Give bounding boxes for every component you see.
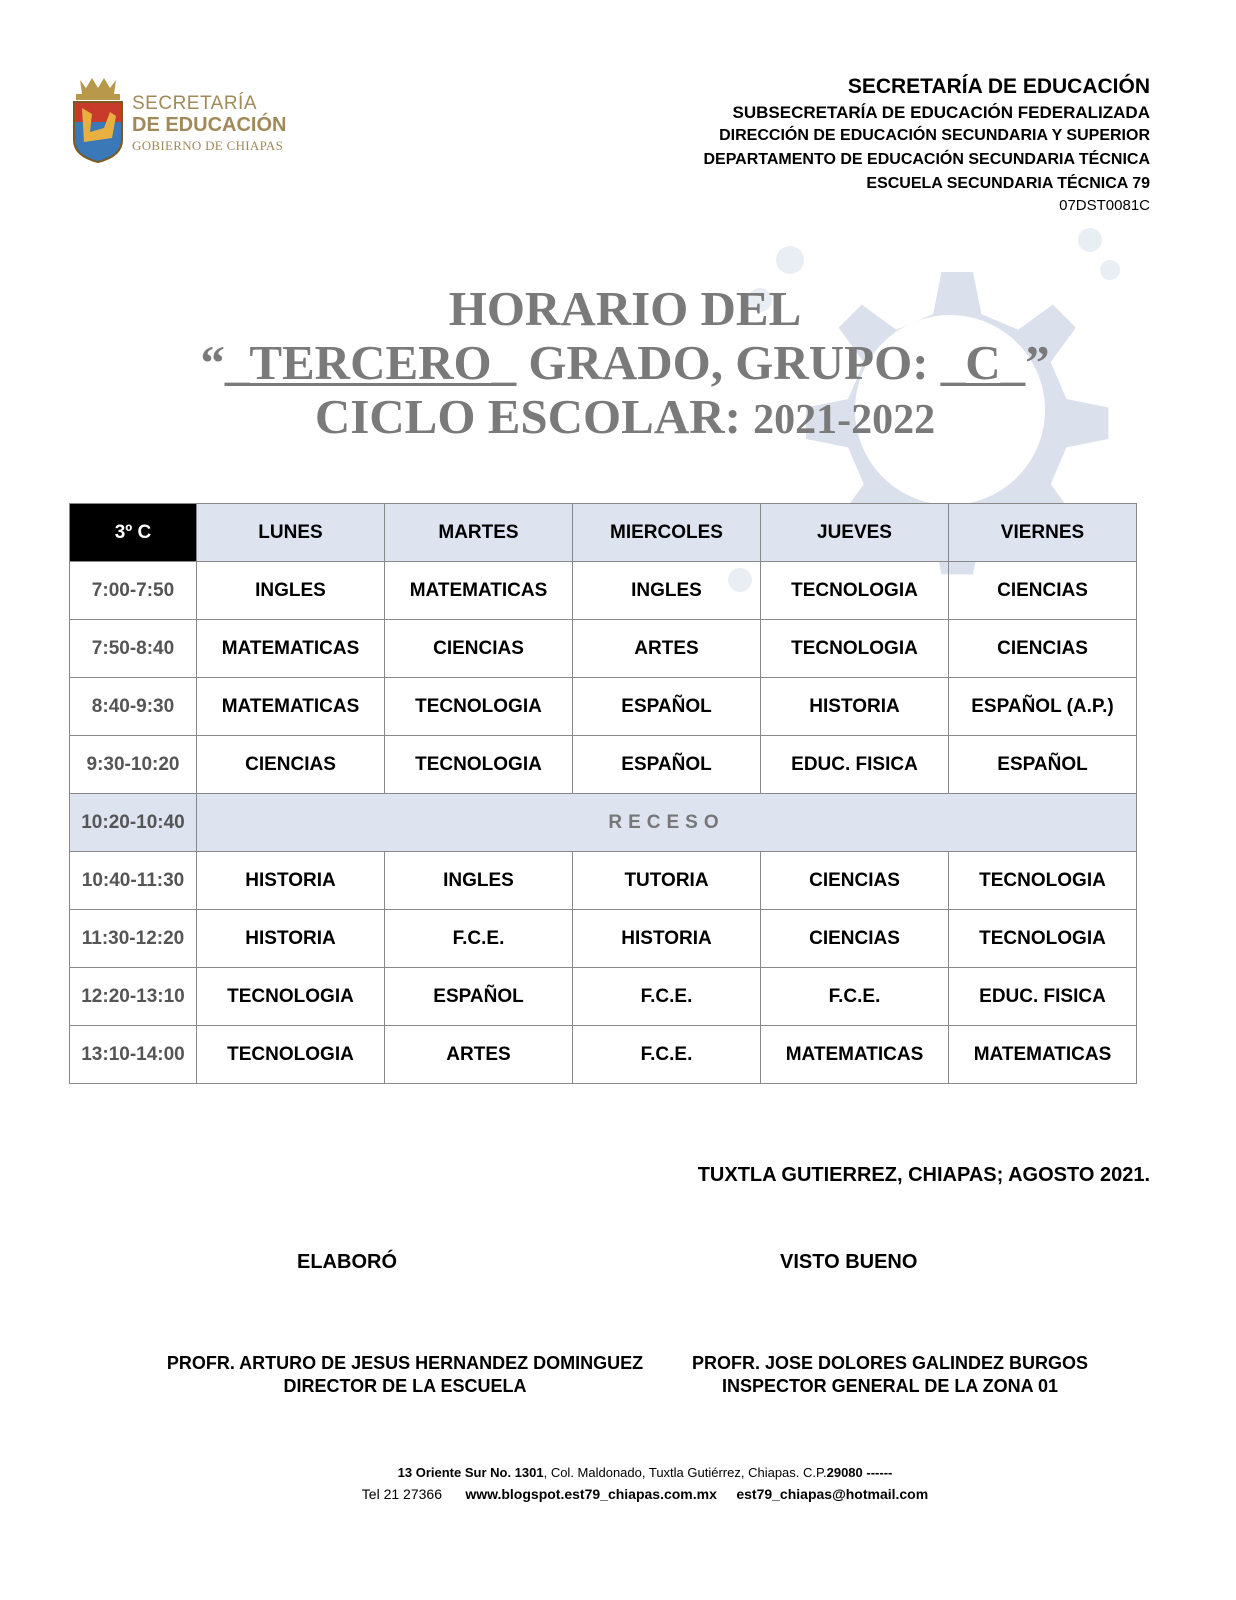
subject-cell: INGLES bbox=[197, 562, 385, 620]
signature-left bbox=[100, 1352, 710, 1397]
time-cell: 10:40-11:30 bbox=[70, 852, 197, 910]
time-cell: 9:30-10:20 bbox=[70, 736, 197, 794]
visto-bueno-heading: VISTO BUENO bbox=[780, 1251, 918, 1273]
subject-cell: TECNOLOGIA bbox=[385, 736, 573, 794]
subject-cell: ARTES bbox=[573, 620, 761, 678]
table-row bbox=[70, 1026, 1137, 1084]
footer-web[interactable]: www.blogspot.est79_chiapas.com.mx bbox=[465, 1486, 717, 1502]
footer-colony: , Col. Maldonado, Tuxtla Gutiérrez, Chiapas. C.P. bbox=[543, 1465, 827, 1480]
subject-cell: CIENCIAS bbox=[949, 562, 1137, 620]
subject-cell: TUTORIA bbox=[573, 852, 761, 910]
header-line2: SUBSECRETARÍA DE EDUCACIÓN FEDERALIZADA bbox=[732, 103, 1150, 122]
subject-cell: ESPAÑOL bbox=[949, 736, 1137, 794]
logo-line3: GOBIERNO DE CHIAPAS bbox=[132, 138, 284, 153]
table-row bbox=[70, 852, 1137, 910]
header-line5: ESCUELA SECUNDARIA TÉCNICA 79 bbox=[866, 175, 1150, 192]
subject-cell: CIENCIAS bbox=[197, 736, 385, 794]
subject-cell: CIENCIAS bbox=[385, 620, 573, 678]
day-header: LUNES bbox=[197, 504, 385, 562]
table-row bbox=[70, 620, 1137, 678]
signer-role: INSPECTOR GENERAL DE LA ZONA 01 bbox=[721, 1375, 1059, 1396]
signer-name: PROFR. ARTURO DE JESUS HERNANDEZ DOMINGUEZ bbox=[166, 1353, 644, 1373]
subject-cell: F.C.E. bbox=[573, 1026, 761, 1084]
subject-cell: CIENCIAS bbox=[949, 620, 1137, 678]
schedule-table bbox=[69, 503, 1137, 1084]
footer-tel: Tel 21 27366 bbox=[361, 1486, 442, 1502]
subject-cell: HISTORIA bbox=[573, 910, 761, 968]
header-line3: DIRECCIÓN DE EDUCACIÓN SECUNDARIA Y SUPERIOR bbox=[719, 127, 1150, 144]
subject-cell: INGLES bbox=[385, 852, 573, 910]
header-line4: DEPARTAMENTO DE EDUCACIÓN SECUNDARIA TÉCNICA bbox=[703, 151, 1150, 168]
table-row bbox=[70, 968, 1137, 1026]
subject-cell: CIENCIAS bbox=[761, 910, 949, 968]
school-code: 07DST0081C bbox=[1059, 197, 1150, 214]
subject-cell: ESPAÑOL bbox=[385, 968, 573, 1026]
time-cell: 7:50-8:40 bbox=[70, 620, 197, 678]
subject-cell: TECNOLOGIA bbox=[197, 1026, 385, 1084]
day-header: VIERNES bbox=[949, 504, 1137, 562]
subject-cell: ESPAÑOL bbox=[573, 678, 761, 736]
signer-role: DIRECTOR DE LA ESCUELA bbox=[283, 1375, 527, 1396]
logo-line2: DE EDUCACIÓN bbox=[132, 114, 287, 136]
subject-cell: EDUC. FISICA bbox=[761, 736, 949, 794]
time-cell: 13:10-14:00 bbox=[70, 1026, 197, 1084]
time-cell: 10:20-10:40 bbox=[70, 794, 197, 852]
time-cell: 8:40-9:30 bbox=[70, 678, 197, 736]
subject-cell: TECNOLOGIA bbox=[385, 678, 573, 736]
open-quote: “ bbox=[200, 335, 225, 390]
table-row bbox=[70, 910, 1137, 968]
footer-email[interactable]: est79_chiapas@hotmail.com bbox=[736, 1486, 929, 1502]
subject-cell: HISTORIA bbox=[197, 910, 385, 968]
subject-cell: CIENCIAS bbox=[761, 852, 949, 910]
time-cell: 7:00-7:50 bbox=[70, 562, 197, 620]
subject-cell: ARTES bbox=[385, 1026, 573, 1084]
table-row bbox=[70, 736, 1137, 794]
table-row bbox=[70, 562, 1137, 620]
chiapas-crest-icon bbox=[70, 74, 126, 164]
table-header-row bbox=[70, 504, 1137, 562]
day-header: MIERCOLES bbox=[573, 504, 761, 562]
day-header: MARTES bbox=[385, 504, 573, 562]
subject-cell: MATEMATICAS bbox=[949, 1026, 1137, 1084]
day-header: JUEVES bbox=[761, 504, 949, 562]
subject-cell: F.C.E. bbox=[385, 910, 573, 968]
grado-label: GRADO, GRUPO: bbox=[528, 335, 929, 390]
subject-cell: MATEMATICAS bbox=[761, 1026, 949, 1084]
time-cell: 11:30-12:20 bbox=[70, 910, 197, 968]
elaboro-heading: ELABORÓ bbox=[297, 1251, 397, 1273]
secretaria-logo bbox=[70, 74, 305, 164]
title-line1: HORARIO DEL bbox=[448, 281, 802, 336]
footer-address bbox=[0, 1465, 1236, 1480]
signer-name: PROFR. JOSE DOLORES GALINDEZ BURGOS bbox=[691, 1353, 1089, 1373]
close-quote: ” bbox=[1025, 335, 1050, 390]
subject-cell: MATEMATICAS bbox=[197, 620, 385, 678]
recess-row bbox=[70, 794, 1137, 852]
place-date: TUXTLA GUTIERREZ, CHIAPAS; AGOSTO 2021. bbox=[697, 1164, 1150, 1186]
subject-cell: TECNOLOGIA bbox=[949, 852, 1137, 910]
subject-cell: TECNOLOGIA bbox=[197, 968, 385, 1026]
footer-cp: 29080 ------ bbox=[826, 1465, 893, 1480]
grado-value: _TERCERO_ bbox=[224, 335, 517, 390]
table-row bbox=[70, 678, 1137, 736]
institution-header bbox=[703, 76, 1150, 213]
subject-cell: HISTORIA bbox=[761, 678, 949, 736]
subject-cell: HISTORIA bbox=[197, 852, 385, 910]
time-cell: 12:20-13:10 bbox=[70, 968, 197, 1026]
subject-cell: TECNOLOGIA bbox=[761, 562, 949, 620]
subject-cell: EDUC. FISICA bbox=[949, 968, 1137, 1026]
subject-cell: MATEMATICAS bbox=[197, 678, 385, 736]
subject-cell: MATEMATICAS bbox=[385, 562, 573, 620]
subject-cell: F.C.E. bbox=[573, 968, 761, 1026]
subject-cell: TECNOLOGIA bbox=[949, 910, 1137, 968]
subject-cell: F.C.E. bbox=[761, 968, 949, 1026]
title-line2 bbox=[0, 335, 1236, 390]
grupo-value: _C_ bbox=[940, 335, 1026, 390]
ciclo-label: CICLO ESCOLAR: bbox=[314, 389, 741, 444]
subject-cell: ESPAÑOL (A.P.) bbox=[949, 678, 1137, 736]
footer-street: 13 Oriente Sur No. 1301 bbox=[397, 1465, 544, 1480]
subject-cell: INGLES bbox=[573, 562, 761, 620]
group-label: 3º C bbox=[70, 504, 197, 562]
footer-contact bbox=[0, 1486, 1236, 1502]
ciclo-value: 2021-2022 bbox=[753, 397, 936, 443]
logo-line1: SECRETARÍA bbox=[132, 93, 258, 114]
recess-label: RECESO bbox=[197, 794, 1137, 852]
header-line1: SECRETARÍA DE EDUCACIÓN bbox=[847, 75, 1150, 98]
subject-cell: ESPAÑOL bbox=[573, 736, 761, 794]
title-line3 bbox=[0, 389, 1236, 444]
signature-right bbox=[670, 1352, 1110, 1397]
subject-cell: TECNOLOGIA bbox=[761, 620, 949, 678]
